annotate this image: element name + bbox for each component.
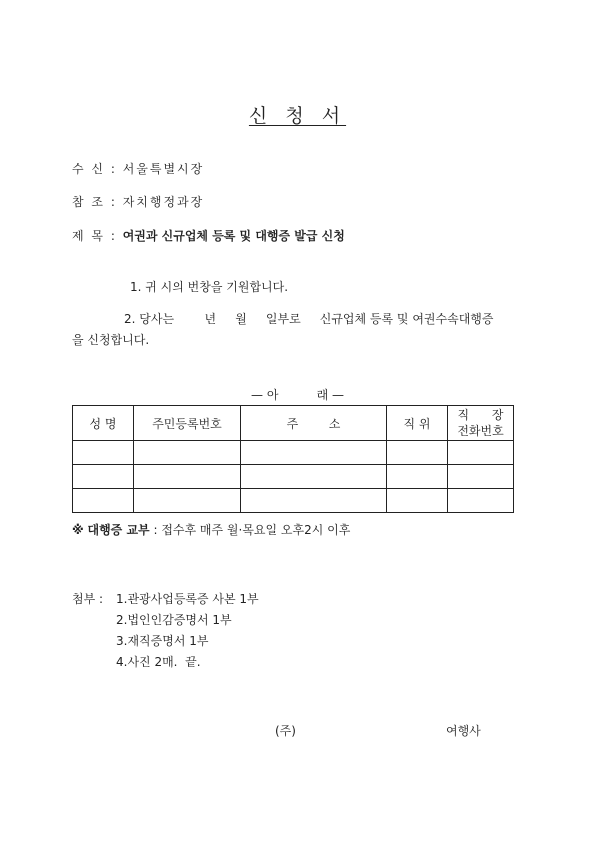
table-cell [448, 489, 514, 513]
header-name: 성 명 [73, 406, 134, 441]
recipient-line [72, 160, 204, 177]
table-cell [448, 465, 514, 489]
table-cell [73, 489, 134, 513]
reference-line [72, 193, 204, 210]
table-cell [241, 441, 387, 465]
table-cell [134, 465, 241, 489]
document-title: 신 청 서 [248, 105, 347, 127]
table-cell [73, 441, 134, 465]
table-cell [387, 489, 448, 513]
header-phone-label: 전화번호 [457, 424, 504, 438]
table-cell [134, 489, 241, 513]
reference-label: 참 조 : [72, 195, 117, 209]
table-row [73, 489, 514, 513]
below-heading: — 아 래 — [251, 388, 344, 402]
table-cell [448, 441, 514, 465]
table-row [73, 441, 514, 465]
recipient-label: 수 신 : [72, 162, 117, 176]
issuance-note [72, 521, 350, 538]
subject-label: 제 목 : [72, 229, 117, 243]
attachments-label: 첨부 : [72, 592, 104, 606]
table-cell [387, 465, 448, 489]
company-prefix: (주) [275, 724, 296, 738]
table-row [73, 465, 514, 489]
reference-value: 자치행정과장 [122, 195, 205, 209]
attachment-item: 4.사진 2매. 끝. [116, 655, 201, 669]
recipient-value: 서울특별시장 [122, 162, 205, 176]
table-cell [73, 465, 134, 489]
table-cell [387, 441, 448, 465]
paragraph-2-line-1: 2. 당사는 년 월 일부로 신규업체 등록 및 여권수속대행증 [124, 312, 494, 326]
table-cell [241, 489, 387, 513]
company-suffix: 여행사 [446, 724, 481, 738]
subject-value: 여권과 신규업체 등록 및 대행증 발급 신청 [122, 229, 345, 243]
header-work-phone [448, 406, 514, 441]
table-cell [134, 441, 241, 465]
attachment-item: 3.재직증명서 1부 [116, 634, 209, 648]
header-position: 직 위 [387, 406, 448, 441]
note-label: 대행증 교부 [87, 523, 150, 537]
header-work-label: 직 장 [457, 408, 504, 422]
applicant-table [72, 405, 514, 513]
paragraph-1: 1. 귀 시의 번창을 기원합니다. [130, 280, 289, 294]
paragraph-2-line-2: 을 신청합니다. [72, 333, 150, 347]
attachment-item: 2.법인인감증명서 1부 [116, 613, 232, 627]
table-header-row [73, 406, 514, 441]
subject-line [72, 227, 345, 244]
note-text: : 접수후 매주 월·목요일 오후2시 이후 [153, 523, 351, 537]
header-resident-number: 주민등록번호 [134, 406, 241, 441]
note-symbol: ※ [72, 523, 84, 537]
attachment-item: 1.관광사업등록증 사본 1부 [116, 592, 259, 606]
header-address: 주 소 [241, 406, 387, 441]
table-cell [241, 465, 387, 489]
